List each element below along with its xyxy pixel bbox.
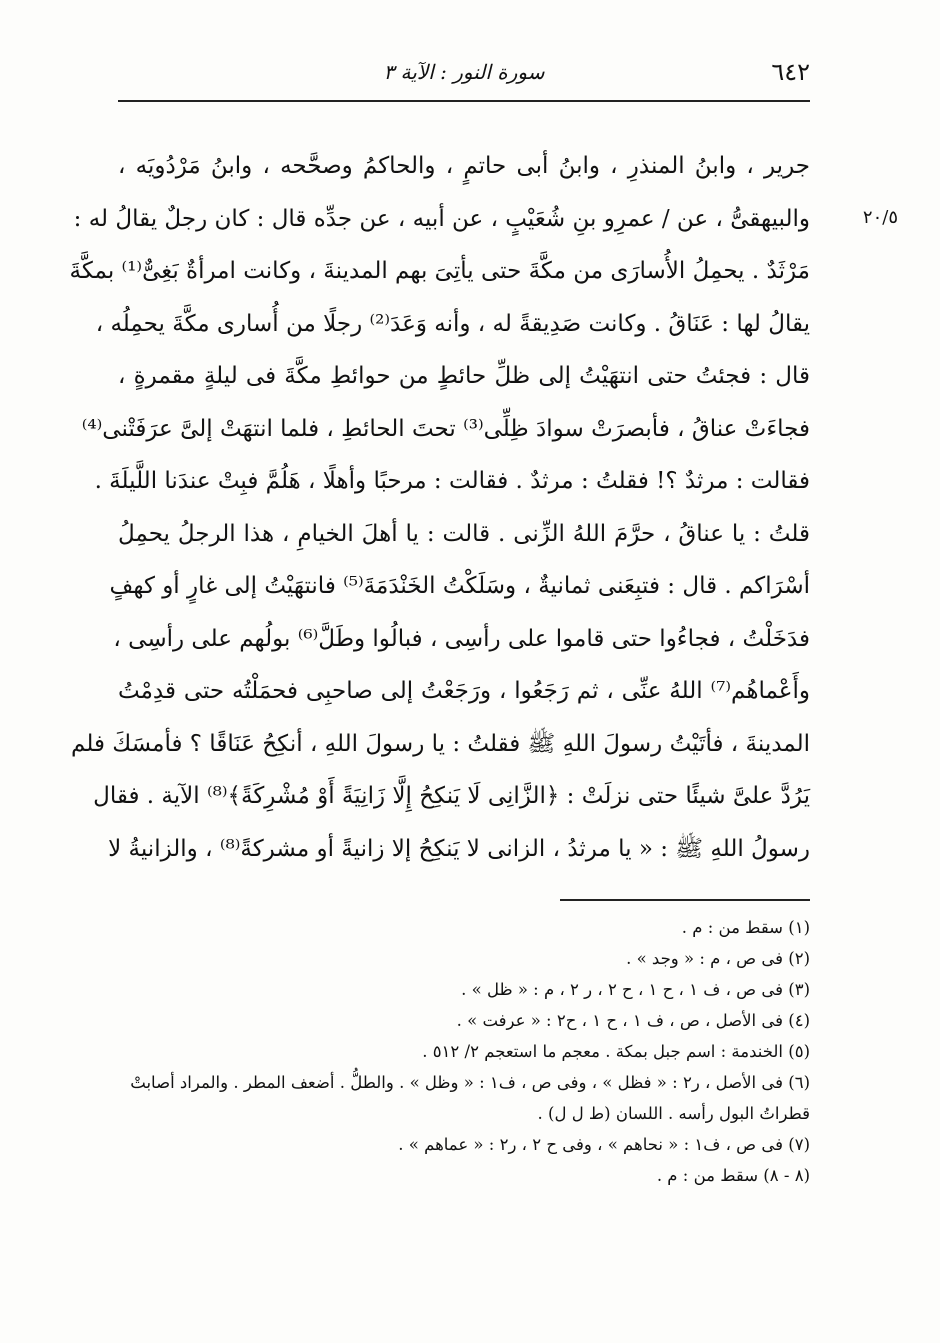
footnote: (٦) فى الأصل ، ر٢ : « فظل » ، وفى ص ، ف١ : « وظل » . والطلُّ . أضعف المطر . والمراد أصابتْ <box>130 1073 810 1092</box>
footnote-continuation: قطراتُ البول رأسه . اللسان (ط ل ل) . <box>537 1104 810 1123</box>
text-line: يَرُدَّ علىَّ شيئًا حتى نزلَتْ : ﴿الزَّانِى لَا يَنكِحُ إِلَّا زَانِيَةً أَوْ مُشْرِكَةً﴾⁽⁸⁾ الآية . فقال <box>93 783 810 809</box>
footnote: (١) سقط من : م . <box>681 918 810 937</box>
footnote: (٥) الخندمة : اسم جبل بمكة . معجم ما استعجم ٢/ ٥١٢ . <box>422 1042 810 1061</box>
footnote: (٨ - ٨) سقط من : م . <box>656 1166 810 1185</box>
footnote: (٢) فى ص ، م : « وجد » . <box>626 949 810 968</box>
footnote: (٧) فى ص ، ف١ : « نحاهم » ، وفى ح ٢ ، ر٢ : « عماهم » . <box>398 1135 810 1154</box>
text-line: قال : فجئتُ حتى انتهَيْتُ إلى ظلِّ حائطٍ من حوائطِ مكَّةَ فى ليلةٍ مقمرةٍ ، <box>118 363 810 389</box>
text-line: مَرْثَدٌ . يحمِلُ الأُسارَى من مكَّةَ حتى يأتِىَ بهم المدينةَ ، وكانت امرأةٌ بَغِىٌّ⁽¹⁾ بمكَّةَ <box>69 258 810 284</box>
footnote: (٤) فى الأصل ، ص ، ف ١ ، ح ١ ، ح٢ : « عرفت » . <box>456 1011 810 1030</box>
header-rule <box>118 100 810 102</box>
text-line: فجاءَتْ عناقُ ، فأبصرَتْ سوادَ ظِلِّى⁽³⁾ تحتَ الحائطِ ، فلما انتهَتْ إلىَّ عرَفَتْنى⁽⁴⁾ <box>81 415 810 442</box>
running-title: سورة النور : الآية ٣ <box>383 60 545 84</box>
page-header <box>118 52 810 96</box>
body-text <box>69 140 810 875</box>
text-line: فقالت : مرثدٌ ؟! فقلتُ : مرثدٌ . فقالت : مرحبًا وأهلًا ، هَلُمَّ فبِتْ عندَنا اللَّيلَةَ . <box>94 468 810 494</box>
footnotes <box>110 912 810 1191</box>
text-line: والبيهقىُّ ، عن / عمرِو بنِ شُعَيْبٍ ، عن أبيه ، عن جدِّه قال : كان رجلٌ يقالُ له : <box>73 205 810 232</box>
text-line: أسْرَاكم . قال : فتبِعَنى ثمانيةٌ ، وسَلَكْتُ الخَنْدَمَةَ⁽⁵⁾ فانتهَيْتُ إلى غارٍ أو كهفٍ <box>109 573 810 599</box>
footnote: (٣) فى ص ، ف ١ ، ح ١ ، ح ٢ ، ر ٢ ، م : « ظل » . <box>461 980 810 999</box>
page-number: ٦٤٢ <box>771 58 810 86</box>
text-line: جرير ، وابنُ المنذرِ ، وابنُ أبى حاتمٍ ، والحاكمُ وصحَّحه ، وابنُ مَرْدُويَه ، <box>118 153 810 179</box>
text-line: قلتُ : يا عناقُ ، حرَّمَ اللهُ الزِّنى . قالت : يا أهلَ الخيامِ ، هذا الرجلُ يحمِلُ <box>118 520 810 547</box>
footnote-rule <box>560 899 810 901</box>
text-line: يقالُ لها : عَنَاقُ . وكانت صَدِيقةً له ، وأنه وَعَدَ⁽²⁾ رجلًا من أُسارى مكَّةَ يحمِلُه ، <box>95 310 810 337</box>
text-line: وأَعْماهُم⁽⁷⁾ اللهُ عنِّى ، ثم رَجَعُوا ، ورَجَعْتُ إلى صاحبِى فحمَلْتُه حتى قدِمْتُ <box>118 678 810 704</box>
text-line: رسولُ اللهِ ﷺ : « يا مرثدُ ، الزانى لا يَنكِحُ إلا زانيةً أو مشركةً⁽⁸⁾ ، والزانيةُ لا <box>108 835 810 862</box>
text-line: فدَخَلْتُ ، فجاءُوا حتى قاموا على رأسِى ، فبالُوا وطَلَّ⁽⁶⁾ بولُهم على رأسِى ، <box>113 625 810 652</box>
margin-reference: ٢٠/٥ <box>862 207 898 228</box>
text-line: المدينةَ ، فأتَيْتُ رسولَ اللهِ ﷺ فقلتُ : يا رسولَ اللهِ ، أنكِحُ عَنَاقًا ؟ فأمسَكَ فلم <box>71 730 810 757</box>
